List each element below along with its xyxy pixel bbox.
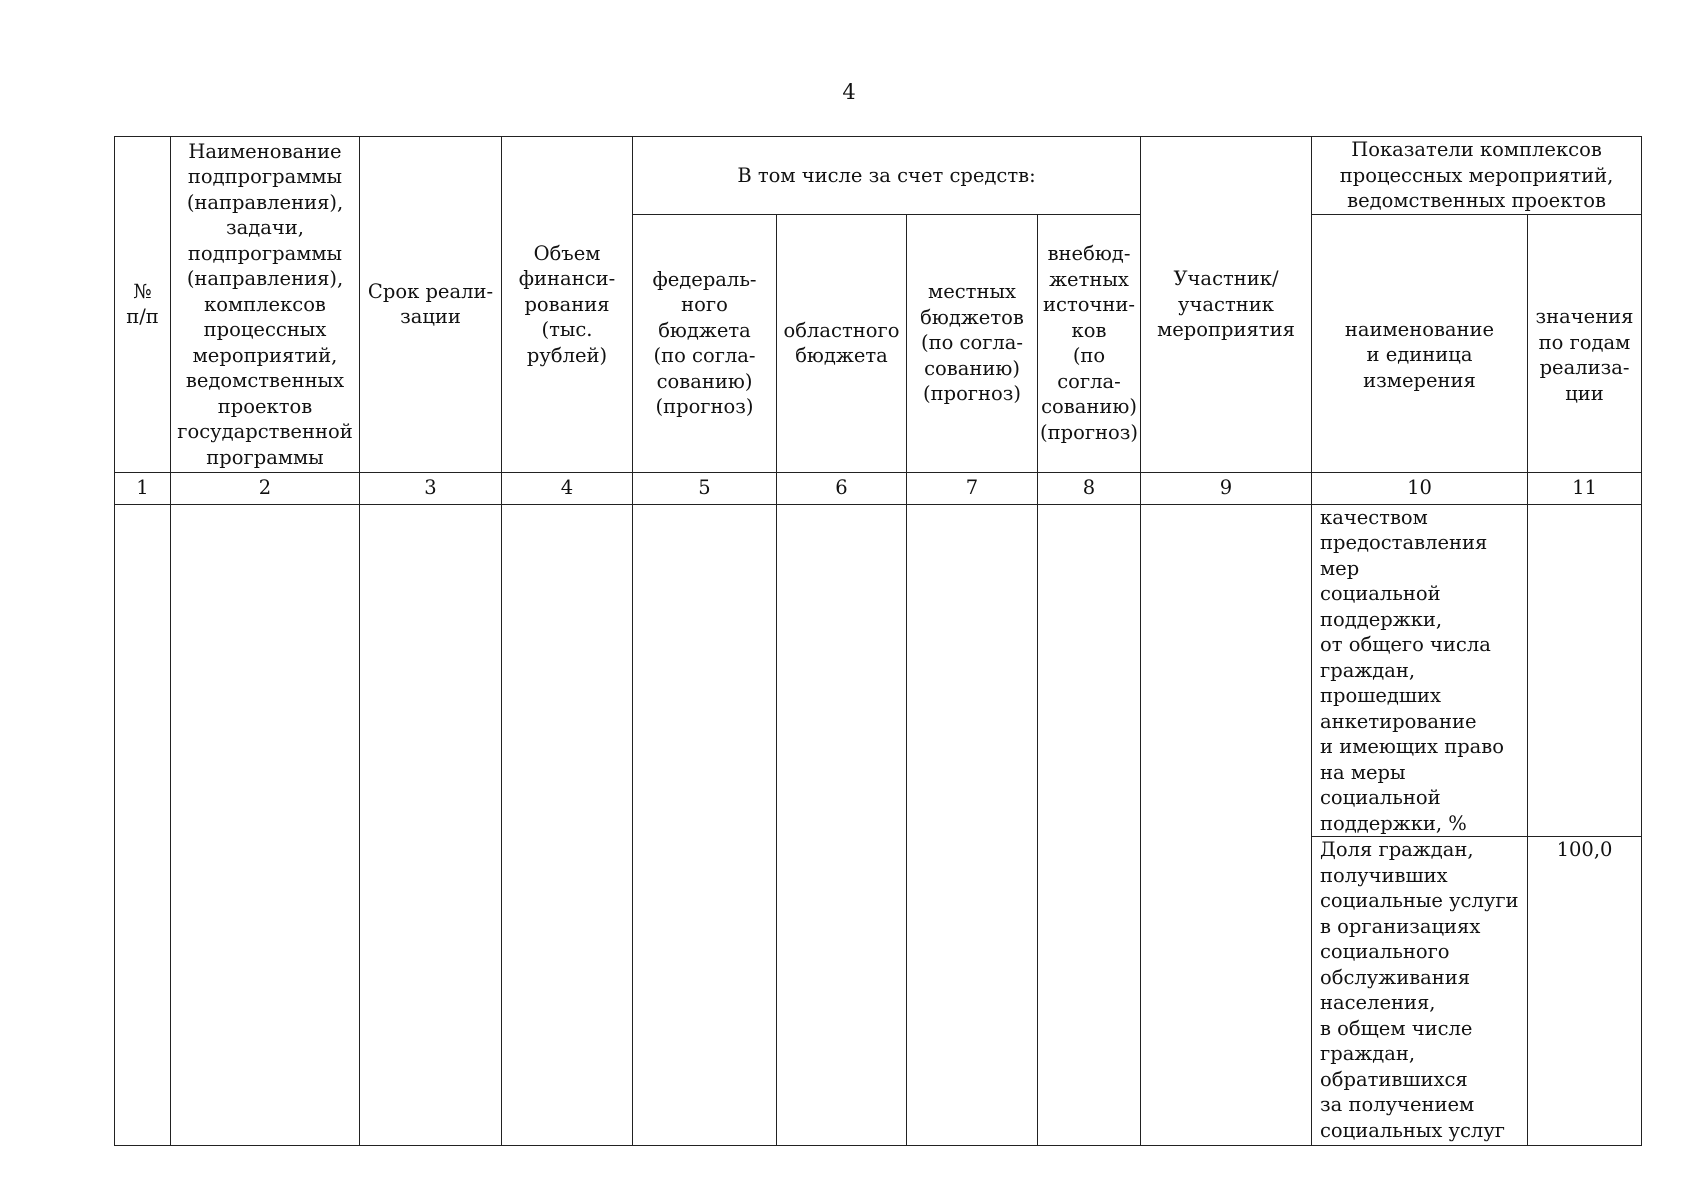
text-line: рублей)	[526, 343, 608, 367]
text-line: по годам	[1538, 330, 1631, 354]
column-number: 3	[360, 472, 502, 504]
column-number: 5	[633, 472, 777, 504]
text-line: (прогноз)	[922, 382, 1022, 406]
text-line: внебюд-	[1047, 242, 1131, 265]
text-line: наименование	[1344, 317, 1495, 341]
text-line: населения,	[1320, 991, 1436, 1014]
cell-funding-volume	[502, 504, 633, 1146]
header-regional-budget	[777, 214, 907, 472]
cell-local-budgets	[907, 504, 1038, 1146]
header-indicator-values	[1528, 214, 1642, 472]
text-line: социального	[1320, 940, 1450, 963]
text-line: процессных мероприятий,	[1339, 163, 1614, 187]
text-line: (по согла-	[653, 344, 756, 367]
text-line: социальной	[1320, 582, 1441, 605]
text-line: финанси-	[518, 267, 616, 290]
column-numbers-row	[115, 472, 1642, 504]
text-line: Доля граждан,	[1320, 838, 1474, 861]
column-number: 7	[907, 472, 1038, 504]
cell-term	[360, 504, 502, 1146]
text-line: №	[133, 279, 152, 303]
header-local-budgets	[907, 214, 1038, 472]
text-line: сованию)	[924, 356, 1020, 380]
cell-number	[115, 504, 171, 1146]
text-line: задачи,	[226, 216, 304, 239]
indicator-name	[1312, 504, 1528, 837]
text-line: бюджета	[795, 344, 888, 367]
text-line: поддержки, %	[1320, 811, 1467, 835]
column-number: 10	[1312, 472, 1528, 504]
text-line: социальных услуг	[1320, 1118, 1506, 1142]
text-line: сованию)	[1041, 395, 1137, 418]
text-line: подпрограммы	[187, 241, 343, 265]
text-line: участник	[1178, 292, 1274, 316]
text-line: поддержки,	[1320, 607, 1443, 631]
column-number: 9	[1141, 472, 1312, 504]
text-line: зации	[400, 305, 461, 329]
text-line: значения	[1535, 305, 1634, 328]
text-line: от общего числа	[1320, 633, 1491, 656]
header-indicators-group	[1312, 137, 1642, 215]
text-line: Показатели комплексов	[1351, 138, 1602, 161]
text-line: рования	[524, 292, 610, 316]
text-line: и имеющих право	[1320, 735, 1505, 758]
text-line: за получением	[1320, 1093, 1475, 1116]
text-line: мероприятия	[1157, 318, 1295, 341]
header-funds-group: В том числе за счет средств:	[633, 137, 1141, 215]
column-number: 6	[777, 472, 907, 504]
text-line: (направления),	[186, 267, 344, 290]
text-line: ков	[1071, 318, 1107, 342]
text-line: в общем числе	[1320, 1016, 1473, 1040]
column-number: 1	[115, 472, 171, 504]
text-line: граждан,	[1320, 658, 1416, 682]
text-line: Участник/	[1173, 267, 1279, 290]
cell-extrabudgetary	[1038, 504, 1141, 1146]
header-term	[360, 137, 502, 473]
indicator-value: 100,0	[1528, 837, 1642, 1146]
text-line: (по согла-	[920, 331, 1024, 355]
text-line: государственной	[177, 420, 353, 443]
text-line: проектов	[217, 394, 313, 418]
text-line: анкетирование	[1320, 709, 1477, 733]
column-number: 8	[1038, 472, 1141, 504]
cell-regional-budget	[777, 504, 907, 1146]
text-line: программы	[206, 445, 324, 469]
column-number: 11	[1528, 472, 1642, 504]
cell-name	[171, 504, 360, 1146]
header-name	[171, 137, 360, 473]
cell-federal-budget	[633, 504, 777, 1146]
text-line: федераль-	[652, 267, 757, 291]
page-number: 4	[842, 80, 856, 104]
text-line: (направления),	[186, 190, 344, 214]
text-line: граждан,	[1320, 1042, 1416, 1065]
text-line: подпрограммы	[187, 165, 343, 188]
text-line: реализа-	[1539, 356, 1630, 379]
text-line: комплексов	[204, 292, 326, 316]
table-row	[115, 504, 1642, 837]
cell-participant	[1141, 504, 1312, 1146]
header-indicator-name	[1312, 214, 1528, 472]
text-line: Срок реали-	[367, 279, 494, 303]
text-line: п/п	[126, 305, 159, 329]
text-line: (прогноз)	[1040, 420, 1139, 444]
text-line: предоставления мер	[1320, 531, 1488, 580]
program-table	[114, 136, 1642, 1146]
text-line: измерения	[1363, 368, 1476, 392]
text-line: прошедших	[1320, 684, 1442, 707]
text-line: социальные услуги	[1320, 889, 1519, 912]
text-line: обратившихся	[1320, 1067, 1468, 1091]
text-line: и единица	[1366, 343, 1473, 367]
header-number	[115, 137, 171, 473]
text-line: социальной	[1320, 786, 1441, 809]
text-line: источни-	[1043, 293, 1135, 316]
column-number: 2	[171, 472, 360, 504]
text-line: областного	[783, 318, 900, 342]
header-extrabudgetary	[1038, 214, 1141, 472]
indicator-name	[1312, 837, 1528, 1146]
text-line: обслуживания	[1320, 965, 1471, 989]
text-line: качеством	[1320, 505, 1428, 529]
text-line: (тыс.	[541, 318, 593, 341]
text-line: мероприятий,	[192, 343, 338, 367]
text-line: местных	[928, 280, 1016, 304]
text-line: бюджетов	[920, 305, 1024, 329]
text-line: ведомственных	[185, 369, 345, 392]
text-line: процессных	[203, 318, 327, 341]
text-line: ведомственных проектов	[1347, 189, 1606, 212]
column-number: 4	[502, 472, 633, 504]
text-line: Объем	[533, 241, 601, 265]
text-line: (по согла-	[1057, 344, 1121, 393]
text-line: (прогноз)	[655, 395, 754, 418]
text-line: сованию)	[656, 369, 753, 393]
text-line: бюджета	[658, 318, 751, 342]
text-line: Наименование	[188, 139, 342, 163]
header-participant	[1141, 137, 1312, 473]
text-line: ции	[1565, 381, 1604, 405]
text-line: ного	[681, 293, 728, 316]
text-line: получивших	[1320, 863, 1448, 887]
text-line: в организациях	[1320, 914, 1481, 938]
header-federal-budget	[633, 214, 777, 472]
text-line: на меры	[1320, 760, 1406, 784]
text-line: жетных	[1049, 267, 1129, 291]
indicator-value	[1528, 504, 1642, 837]
header-funding-volume	[502, 137, 633, 473]
